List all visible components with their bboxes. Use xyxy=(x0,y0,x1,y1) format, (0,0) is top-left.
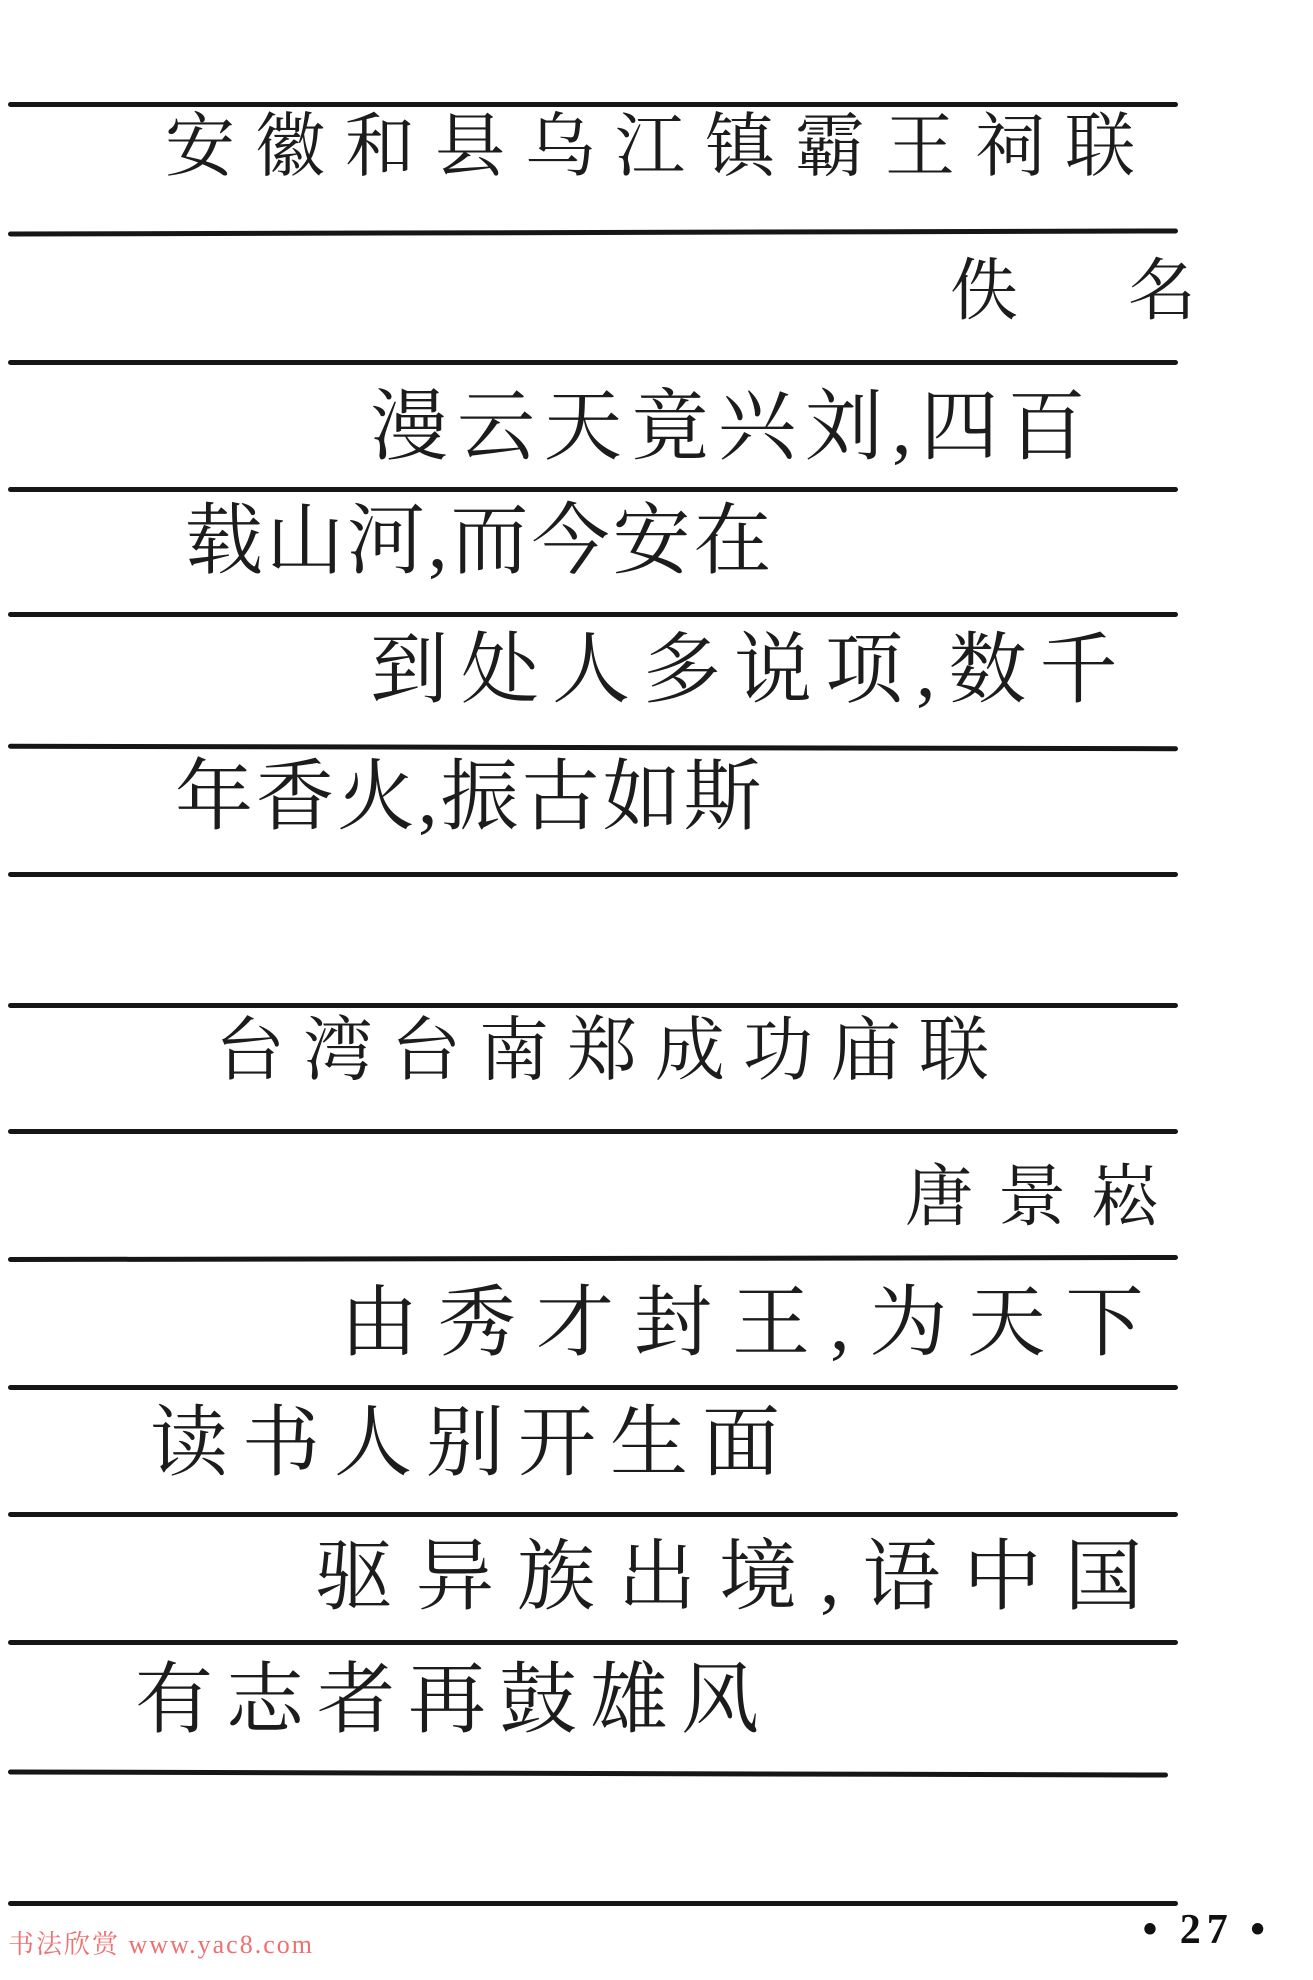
ruled-line xyxy=(8,1385,1178,1390)
couplet1-author: 佚名 xyxy=(950,253,1307,329)
ruled-line xyxy=(8,1129,1178,1134)
couplet1-line1: 漫云天竟兴刘,四百 xyxy=(370,383,1095,470)
ruled-line xyxy=(8,1769,1168,1777)
couplet1-title: 安徽和县乌江镇霸王祠联 xyxy=(165,109,1155,186)
ruled-line xyxy=(8,1512,1178,1517)
couplet2-author: 唐景崧 xyxy=(905,1159,1185,1235)
ruled-line xyxy=(8,744,1178,751)
couplet2-line1: 由秀才封王,为天下 xyxy=(340,1279,1164,1366)
site-watermark: 书法欣赏 www.yac8.com xyxy=(8,1930,314,1959)
page-number: • 27 • xyxy=(1142,1907,1271,1953)
ruled-line xyxy=(8,872,1178,877)
couplet2-line2: 读书人别开生面 xyxy=(150,1399,795,1486)
couplet1-line3: 到处人多说项,数千 xyxy=(370,626,1131,713)
couplet1-line2: 载山河,而今安在 xyxy=(185,497,775,584)
ruled-line xyxy=(8,360,1178,365)
couplet2-title: 台湾台南郑成功庙联 xyxy=(215,1013,1007,1090)
ruled-line xyxy=(8,1003,1178,1008)
ruled-line xyxy=(8,1901,1178,1906)
ruled-line xyxy=(8,612,1178,617)
ruled-line xyxy=(8,102,1178,107)
couplet2-line4: 有志者再鼓雄风 xyxy=(135,1656,773,1743)
ruled-line xyxy=(8,1640,1178,1645)
ruled-line xyxy=(8,487,1178,492)
couplet1-line4: 年香火,振古如斯 xyxy=(175,753,765,840)
ruled-line xyxy=(8,1255,1178,1262)
ruled-line xyxy=(8,228,1178,236)
couplet2-line3: 驱异族出境,语中国 xyxy=(315,1533,1166,1620)
